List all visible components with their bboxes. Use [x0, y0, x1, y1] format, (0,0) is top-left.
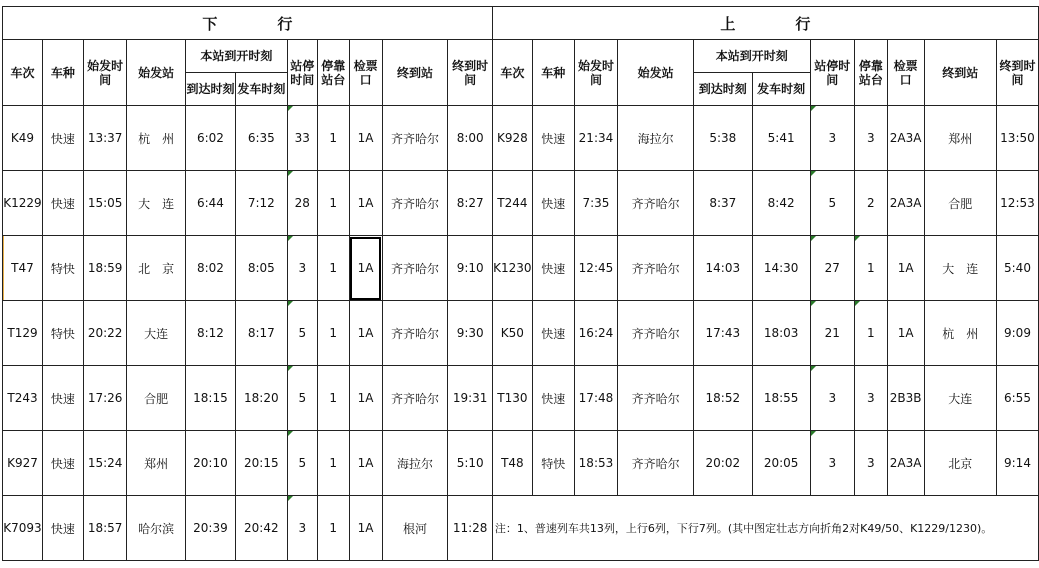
up-train-no[interactable]: K928 [492, 106, 532, 171]
down-stop-min[interactable]: 5 [287, 301, 317, 366]
up-end-time[interactable]: 12:53 [996, 171, 1038, 236]
down-platform[interactable]: 1 [317, 106, 349, 171]
up-gate[interactable]: 1A [887, 236, 924, 301]
down-train-no[interactable]: K1229 [3, 171, 43, 236]
down-end-time[interactable]: 19:31 [448, 366, 492, 431]
up-train-no[interactable]: T130 [492, 366, 532, 431]
header-arrive: 到达时刻 [185, 73, 235, 106]
up-type[interactable]: 快速 [532, 301, 574, 366]
down-section-title: 下 行 [3, 7, 493, 40]
down-gate[interactable]: 1A [349, 366, 382, 431]
up-gate[interactable]: 2A3A [887, 171, 924, 236]
up-dest[interactable]: 合肥 [924, 171, 996, 236]
up-stop-min[interactable]: 5 [810, 171, 854, 236]
down-depart-time[interactable]: 17:26 [83, 366, 126, 431]
header-train-type: 车种 [532, 40, 574, 106]
up-gate[interactable]: 1A [887, 301, 924, 366]
down-origin[interactable]: 大 连 [127, 171, 186, 236]
down-gate[interactable]: 1A [349, 236, 382, 301]
down-arrive[interactable]: 20:39 [185, 496, 235, 561]
down-platform[interactable]: 1 [317, 236, 349, 301]
down-origin[interactable]: 郑州 [127, 431, 186, 496]
down-origin[interactable]: 杭 州 [127, 106, 186, 171]
down-stop-min[interactable]: 5 [287, 366, 317, 431]
down-arrive[interactable]: 20:10 [185, 431, 235, 496]
down-leave[interactable]: 18:20 [235, 366, 287, 431]
up-type[interactable]: 快速 [532, 366, 574, 431]
down-platform[interactable]: 1 [317, 366, 349, 431]
up-leave[interactable]: 14:30 [752, 236, 810, 301]
up-depart-time[interactable]: 18:53 [574, 431, 618, 496]
up-dest[interactable]: 北京 [924, 431, 996, 496]
down-type[interactable]: 快速 [42, 171, 83, 236]
down-type[interactable]: 特快 [42, 301, 83, 366]
down-stop-min[interactable]: 28 [287, 171, 317, 236]
down-leave[interactable]: 7:12 [235, 171, 287, 236]
up-type[interactable]: 特快 [532, 431, 574, 496]
header-train-no: 车次 [3, 40, 43, 106]
up-leave[interactable]: 18:55 [752, 366, 810, 431]
up-depart-time[interactable]: 17:48 [574, 366, 618, 431]
table-row [3, 301, 1039, 366]
down-end-time[interactable]: 11:28 [448, 496, 492, 561]
down-dest[interactable]: 齐齐哈尔 [382, 366, 448, 431]
header-local-times: 本站到开时刻 [185, 40, 287, 73]
header-platform: 停靠站台 [317, 40, 349, 106]
up-platform[interactable]: 3 [855, 366, 888, 431]
up-end-time[interactable]: 6:55 [996, 366, 1038, 431]
down-end-time[interactable]: 9:10 [448, 236, 492, 301]
table-row [3, 366, 1039, 431]
up-train-no[interactable]: T244 [492, 171, 532, 236]
down-end-time[interactable]: 8:00 [448, 106, 492, 171]
table-row [3, 431, 1039, 496]
footnote: 注：1、普速列车共13列，上行6列，下行7列。(其中图定壮志方向折角2对K49/50、K1229/1230)。 [492, 496, 1038, 561]
up-type[interactable]: 快速 [532, 171, 574, 236]
up-depart-time[interactable]: 12:45 [574, 236, 618, 301]
down-arrive[interactable]: 18:15 [185, 366, 235, 431]
up-end-time[interactable]: 13:50 [996, 106, 1038, 171]
down-dest[interactable]: 齐齐哈尔 [382, 301, 448, 366]
up-end-time[interactable]: 9:14 [996, 431, 1038, 496]
up-platform[interactable]: 1 [855, 301, 888, 366]
timetable [2, 6, 1039, 561]
down-platform[interactable]: 1 [317, 496, 349, 561]
down-dest[interactable]: 根河 [382, 496, 448, 561]
down-train-no[interactable]: T243 [3, 366, 43, 431]
up-arrive[interactable]: 14:03 [693, 236, 752, 301]
header-origin: 始发站 [127, 40, 186, 106]
up-stop-min[interactable]: 3 [810, 431, 854, 496]
down-train-no[interactable]: K7093 [3, 496, 43, 561]
down-end-time[interactable]: 8:27 [448, 171, 492, 236]
down-stop-min[interactable]: 3 [287, 496, 317, 561]
up-gate[interactable]: 2A3A [887, 106, 924, 171]
down-origin[interactable]: 北 京 [127, 236, 186, 301]
down-leave[interactable]: 8:05 [235, 236, 287, 301]
up-arrive[interactable]: 5:38 [693, 106, 752, 171]
down-origin[interactable]: 合肥 [127, 366, 186, 431]
up-gate[interactable]: 2B3B [887, 366, 924, 431]
down-leave[interactable]: 20:15 [235, 431, 287, 496]
down-leave[interactable]: 8:17 [235, 301, 287, 366]
up-origin[interactable]: 海拉尔 [618, 106, 694, 171]
train-timetable-table [2, 6, 1039, 561]
header-end-time: 终到时间 [448, 40, 492, 106]
down-arrive[interactable]: 6:02 [185, 106, 235, 171]
up-leave[interactable]: 18:03 [752, 301, 810, 366]
up-platform[interactable]: 1 [855, 236, 888, 301]
up-train-no[interactable]: T48 [492, 431, 532, 496]
up-depart-time[interactable]: 7:35 [574, 171, 618, 236]
header-dest: 终到站 [382, 40, 448, 106]
down-platform[interactable]: 1 [317, 431, 349, 496]
header-dest: 终到站 [924, 40, 996, 106]
up-dest[interactable]: 大 连 [924, 236, 996, 301]
down-dest[interactable]: 齐齐哈尔 [382, 236, 448, 301]
down-depart-time[interactable]: 15:24 [83, 431, 126, 496]
header-depart-time: 始发时间 [574, 40, 618, 106]
down-type[interactable]: 特快 [42, 236, 83, 301]
down-arrive[interactable]: 8:02 [185, 236, 235, 301]
up-leave[interactable]: 20:05 [752, 431, 810, 496]
header-local-times: 本站到开时刻 [693, 40, 810, 73]
up-stop-min[interactable]: 27 [810, 236, 854, 301]
up-origin[interactable]: 齐齐哈尔 [618, 431, 694, 496]
down-depart-time[interactable]: 18:59 [83, 236, 126, 301]
up-arrive[interactable]: 18:52 [693, 366, 752, 431]
down-arrive[interactable]: 6:44 [185, 171, 235, 236]
header-leave: 发车时刻 [752, 73, 810, 106]
down-origin[interactable]: 大连 [127, 301, 186, 366]
up-platform[interactable]: 3 [855, 106, 888, 171]
header-end-time: 终到时间 [996, 40, 1038, 106]
up-arrive[interactable]: 17:43 [693, 301, 752, 366]
header-train-no: 车次 [492, 40, 532, 106]
up-train-no[interactable]: K50 [492, 301, 532, 366]
up-stop-min[interactable]: 21 [810, 301, 854, 366]
up-dest[interactable]: 大连 [924, 366, 996, 431]
up-origin[interactable]: 齐齐哈尔 [618, 366, 694, 431]
up-depart-time[interactable]: 21:34 [574, 106, 618, 171]
up-type[interactable]: 快速 [532, 236, 574, 301]
down-train-no[interactable]: K927 [3, 431, 43, 496]
down-depart-time[interactable]: 18:57 [83, 496, 126, 561]
up-type[interactable]: 快速 [532, 106, 574, 171]
down-dest[interactable]: 齐齐哈尔 [382, 171, 448, 236]
down-stop-min[interactable]: 5 [287, 431, 317, 496]
down-stop-min[interactable]: 3 [287, 236, 317, 301]
up-origin[interactable]: 齐齐哈尔 [618, 236, 694, 301]
table-row [3, 106, 1039, 171]
down-origin[interactable]: 哈尔滨 [127, 496, 186, 561]
down-type[interactable]: 快速 [42, 106, 83, 171]
up-leave[interactable]: 8:42 [752, 171, 810, 236]
header-stop-min: 站停时间 [810, 40, 854, 106]
down-type[interactable]: 快速 [42, 496, 83, 561]
header-gate: 检票口 [887, 40, 924, 106]
up-origin[interactable]: 齐齐哈尔 [618, 171, 694, 236]
up-end-time[interactable]: 9:09 [996, 301, 1038, 366]
header-origin: 始发站 [618, 40, 694, 106]
down-depart-time[interactable]: 13:37 [83, 106, 126, 171]
down-train-no[interactable]: T129 [3, 301, 43, 366]
up-dest[interactable]: 杭 州 [924, 301, 996, 366]
header-stop-min: 站停时间 [287, 40, 317, 106]
down-dest[interactable]: 齐齐哈尔 [382, 106, 448, 171]
table-row [3, 171, 1039, 236]
down-train-no[interactable]: T47 [3, 236, 43, 301]
up-platform[interactable]: 2 [855, 171, 888, 236]
table-row [3, 236, 1039, 301]
up-arrive[interactable]: 8:37 [693, 171, 752, 236]
down-end-time[interactable]: 9:30 [448, 301, 492, 366]
header-depart-time: 始发时间 [83, 40, 126, 106]
up-depart-time[interactable]: 16:24 [574, 301, 618, 366]
down-train-no[interactable]: K49 [3, 106, 43, 171]
down-gate[interactable]: 1A [349, 496, 382, 561]
down-platform[interactable]: 1 [317, 171, 349, 236]
header-arrive: 到达时刻 [693, 73, 752, 106]
down-type[interactable]: 快速 [42, 431, 83, 496]
up-stop-min[interactable]: 3 [810, 366, 854, 431]
up-origin[interactable]: 齐齐哈尔 [618, 301, 694, 366]
table-row [3, 496, 1039, 561]
down-depart-time[interactable]: 20:22 [83, 301, 126, 366]
header-leave: 发车时刻 [235, 73, 287, 106]
down-leave[interactable]: 6:35 [235, 106, 287, 171]
up-arrive[interactable]: 20:02 [693, 431, 752, 496]
header-train-type: 车种 [42, 40, 83, 106]
down-gate[interactable]: 1A [349, 171, 382, 236]
down-stop-min[interactable]: 33 [287, 106, 317, 171]
up-leave[interactable]: 5:41 [752, 106, 810, 171]
down-dest[interactable]: 海拉尔 [382, 431, 448, 496]
down-leave[interactable]: 20:42 [235, 496, 287, 561]
down-type[interactable]: 快速 [42, 366, 83, 431]
up-end-time[interactable]: 5:40 [996, 236, 1038, 301]
up-platform[interactable]: 3 [855, 431, 888, 496]
down-gate[interactable]: 1A [349, 431, 382, 496]
down-platform[interactable]: 1 [317, 301, 349, 366]
down-gate[interactable]: 1A [349, 301, 382, 366]
up-train-no[interactable]: K1230 [492, 236, 532, 301]
down-arrive[interactable]: 8:12 [185, 301, 235, 366]
header-gate: 检票口 [349, 40, 382, 106]
up-section-title: 上 行 [492, 7, 1038, 40]
up-gate[interactable]: 2A3A [887, 431, 924, 496]
header-platform: 停靠站台 [855, 40, 888, 106]
up-stop-min[interactable]: 3 [810, 106, 854, 171]
down-gate[interactable]: 1A [349, 106, 382, 171]
down-end-time[interactable]: 5:10 [448, 431, 492, 496]
up-dest[interactable]: 郑州 [924, 106, 996, 171]
down-depart-time[interactable]: 15:05 [83, 171, 126, 236]
